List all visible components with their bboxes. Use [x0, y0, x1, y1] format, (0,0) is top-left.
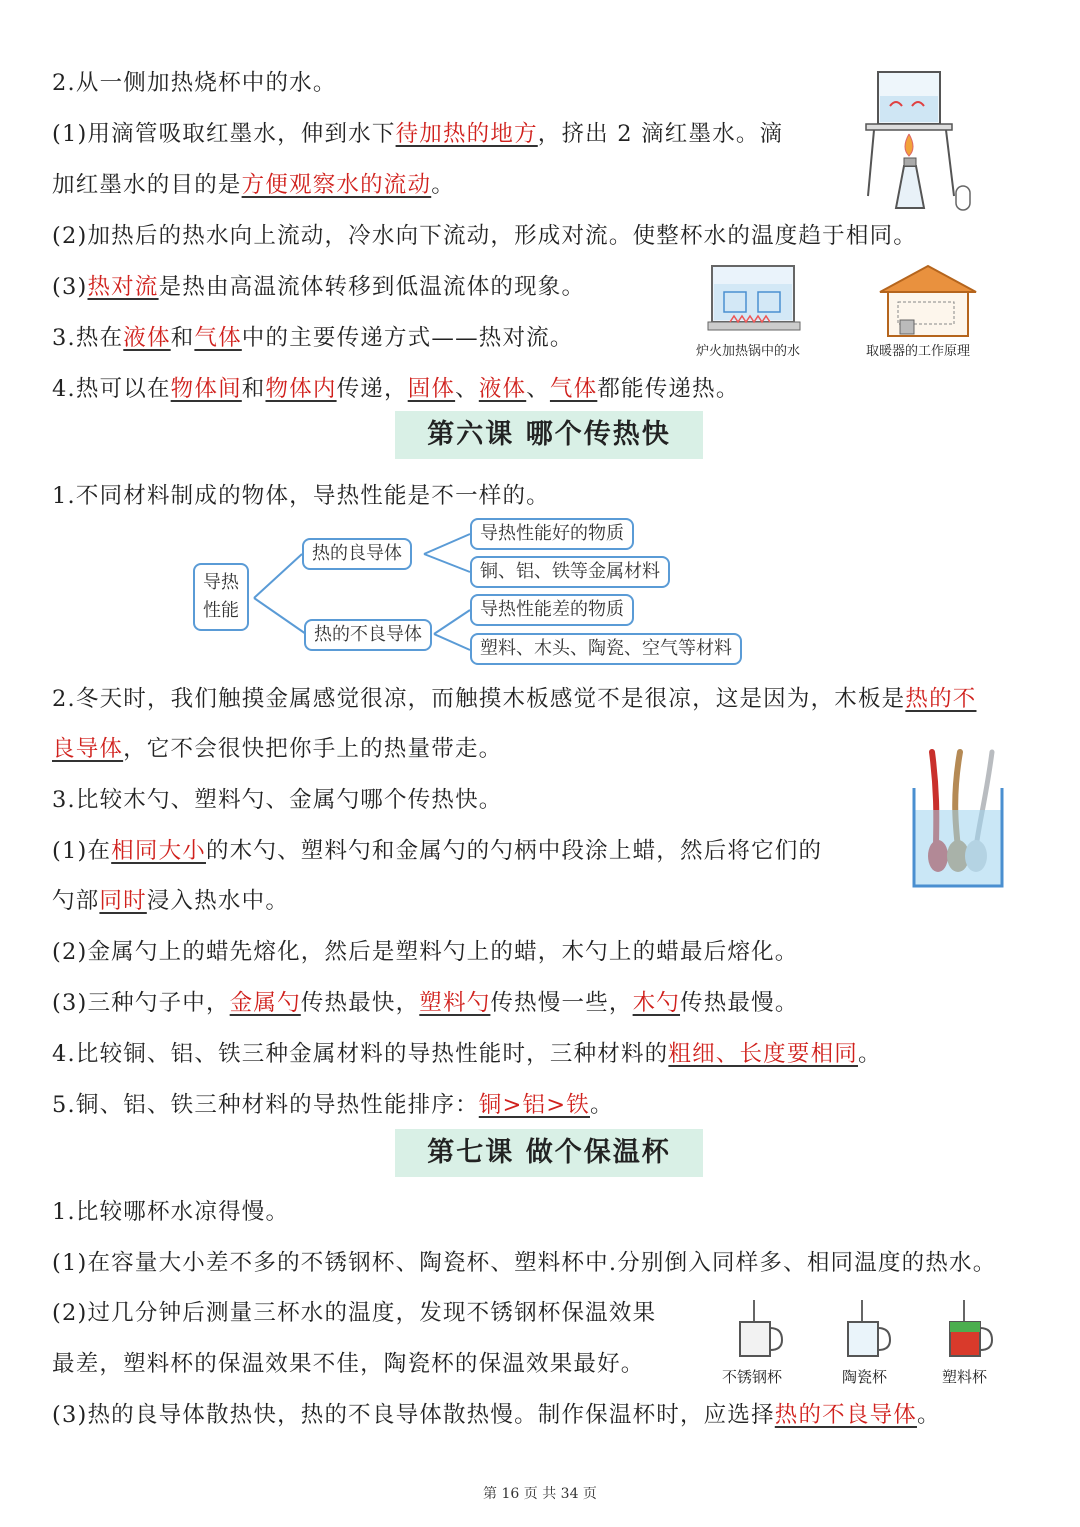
answer: 相同大小: [111, 838, 206, 864]
answer: 热对流: [87, 274, 159, 300]
text-line: (2)金属勺上的蜡先熔化，然后是塑料勺上的蜡，木勺上的蜡最后熔化。: [52, 939, 799, 965]
text-line: 良导体，它不会很快把你手上的热量带走。: [52, 736, 503, 762]
text-line: 4.热可以在物体间和物体内传递，固体、液体、气体都能传递热。: [52, 376, 740, 402]
spoons-in-water-illustration: [908, 748, 1008, 890]
answer: 液体: [123, 325, 171, 351]
text-line: 勺部同时浸入热水中。: [52, 888, 290, 914]
answer: 物体间: [170, 376, 242, 402]
text-line: (3)三种勺子中，金属勺传热最快，塑料勺传热慢一些，木勺传热最慢。: [52, 990, 799, 1016]
mindmap-good-example: 铜、铝、铁等金属材料: [470, 556, 670, 588]
text-line: 最差，塑料杯的保温效果不佳，陶瓷杯的保温效果最好。: [52, 1351, 645, 1377]
text-line: 2.冬天时，我们触摸金属感觉很凉，而触摸木板感觉不是很凉，这是因为，木板是热的不: [52, 686, 977, 712]
text-line: (2)加热后的热水向上流动，冷水向下流动，形成对流。使整杯水的温度趋于相同。: [52, 223, 917, 249]
text-line: 5.铜、铝、铁三种材料的导热性能排序：铜>铝>铁。: [52, 1092, 614, 1118]
mindmap-bad-example: 塑料、木头、陶瓷、空气等材料: [470, 633, 742, 665]
mindmap-good-desc: 导热性能好的物质: [470, 518, 634, 550]
cup-label: 不锈钢杯: [722, 1368, 783, 1386]
answer: 物体内: [265, 376, 337, 402]
cup-label: 陶瓷杯: [842, 1368, 888, 1386]
text-line: 3.比较木勺、塑料勺、金属勺哪个传热快。: [52, 787, 503, 813]
text-line: 2.从一侧加热烧杯中的水。: [52, 70, 337, 96]
text-line: 4.比较铜、铝、铁三种金属材料的导热性能时，三种材料的粗细、长度要相同。: [52, 1041, 882, 1067]
answer: 良导体: [52, 736, 124, 762]
answer: 木勺: [632, 990, 681, 1016]
text-line: (3)热的良导体散热快，热的不良导体散热慢。制作保温杯时，应选择热的不良导体。: [52, 1402, 941, 1428]
mindmap-bad-conductor: 热的不良导体: [304, 619, 432, 651]
answer: 粗细、长度要相同: [668, 1041, 858, 1067]
answer: 气体: [194, 325, 242, 351]
cup-label: 塑料杯: [942, 1368, 988, 1386]
answer: 同时: [99, 888, 147, 914]
answer: 气体: [549, 376, 598, 402]
answer: 固体: [407, 376, 456, 402]
steel-cup-illustration: [730, 1296, 810, 1360]
text-line: (1)用滴管吸取红墨水，伸到水下待加热的地方，挤出 2 滴红墨水。滴: [52, 121, 784, 147]
mindmap-bad-desc: 导热性能差的物质: [470, 594, 634, 626]
text-line: (1)在容量大小差不多的不锈钢杯、陶瓷杯、塑料杯中.分别倒入同样多、相同温度的热水。: [52, 1250, 997, 1276]
answer: 金属勺: [229, 990, 301, 1016]
text-line: 3.热在液体和气体中的主要传递方式——热对流。: [52, 325, 574, 351]
answer: 热的不: [905, 686, 977, 712]
caption-heater: 取暖器的工作原理: [866, 344, 971, 359]
lesson6-title: 第六课 哪个传热快: [395, 411, 703, 459]
plastic-cup-illustration: [940, 1296, 1020, 1360]
answer: 热的不良导体: [774, 1402, 917, 1428]
text-line: (2)过几分钟后测量三杯水的温度，发现不锈钢杯保温效果: [52, 1300, 657, 1326]
answer: 铜>铝>铁: [478, 1092, 590, 1118]
answer: 液体: [478, 376, 527, 402]
mindmap-good-conductor: 热的良导体: [302, 538, 412, 570]
answer: 塑料勺: [419, 990, 491, 1016]
heater-house-illustration: [876, 262, 980, 338]
caption-pot: 炉火加热锅中的水: [696, 344, 801, 359]
answer: 方便观察水的流动: [241, 172, 432, 198]
lesson7-title: 第七课 做个保温杯: [395, 1129, 703, 1177]
pot-heating-illustration: [700, 262, 810, 338]
text-line: (3)热对流是热由高温流体转移到低温流体的现象。: [52, 274, 586, 300]
text-line: (1)在相同大小的木勺、塑料勺和金属勺的勺柄中段涂上蜡，然后将它们的: [52, 838, 823, 864]
text-line: 1.不同材料制成的物体，导热性能是不一样的。: [52, 483, 550, 509]
ceramic-cup-illustration: [838, 1296, 918, 1360]
answer: 待加热的地方: [395, 121, 538, 147]
beaker-burner-illustration: [860, 66, 980, 216]
mindmap-root: 导热 性能: [193, 563, 249, 631]
page-footer: 第 16 页 共 34 页: [483, 1486, 597, 1502]
text-line: 1.比较哪杯水凉得慢。: [52, 1199, 290, 1225]
text-line: 加红墨水的目的是方便观察水的流动。: [52, 172, 455, 198]
